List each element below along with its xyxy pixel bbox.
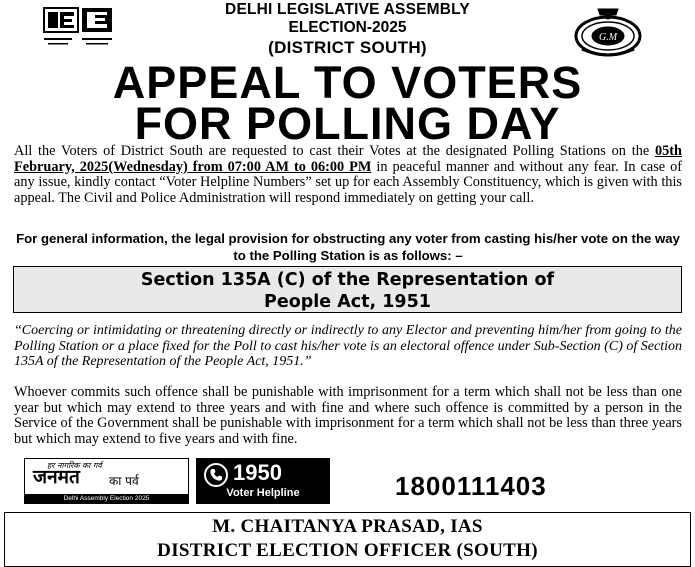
janmat-tagline: हर नागरिक का गर्व	[47, 461, 102, 470]
legal-quote: “Coercing or intimidating or threatening directly or indirectly to any Elector and preventing him/her from going to the Polling Station or a place fixed for the Poll to cast his/her vote is an electoral offence under Sub-Section (C) of Section 135A of the Representation of the People Act, 1951.”	[14, 323, 682, 370]
appeal-text-end: in peaceful manner and without any fear. In case of any issue, kindly contact “Voter Helpline Numbers” set up for each Assembly Constituency, which is given with this appeal. The Civil and Police Administration will respond immediately on getting your call.	[14, 158, 682, 206]
section-heading-box	[13, 266, 682, 313]
svg-text:G.M: G.M	[598, 32, 618, 43]
header-line-assembly: DELHI LEGISLATIVE ASSEMBLY	[225, 1, 470, 18]
janmat-word: जनमत	[33, 466, 80, 488]
polling-date-time: 05th February, 2025(Wednesday) from 07:00 AM to 06:00 PM	[14, 143, 682, 175]
police-seal-icon	[572, 5, 644, 57]
appeal-text-start: All the Voters of District South are requested to cast their Votes at the designated Polling Stations on the	[14, 143, 655, 159]
general-information-text: For general information, the legal provision for obstructing any voter from casting his/her vote on the way to the Polling Station is as follows: –	[16, 231, 680, 263]
signatory-name: M. CHAITANYA PRASAD, IAS	[212, 516, 483, 537]
janmat-footer: Delhi Assembly Election 2025	[25, 494, 188, 503]
header-line-district: (DISTRICT SOUTH)	[268, 38, 427, 57]
janmat-ka-parv-logo	[24, 458, 189, 504]
janmat-word-parv: का पर्व	[109, 474, 139, 488]
signatory-box	[4, 512, 691, 567]
election-commission-logo	[38, 6, 118, 48]
phone-icon	[204, 463, 228, 487]
voter-helpline-logo	[196, 458, 330, 504]
section-heading-line2: People Act, 1951	[264, 292, 431, 312]
main-title-line1: APPEAL TO VOTERS	[112, 57, 583, 108]
helpline-number-1950: 1950	[233, 460, 282, 485]
header-line-election: ELECTION-2025	[288, 19, 407, 36]
penalty-paragraph: Whoever commits such offence shall be punishable with imprisonment for a term which shall not be less than one year but which may extend to three years and with fine and where such offence is committed by a person in the Service of the Government shall be punishable with imprisonment for a term which shall not be less than three years but which may extend to five years and with fine.	[14, 384, 682, 447]
main-title-line2: FOR POLLING DAY	[134, 98, 561, 149]
signatory-designation: DISTRICT ELECTION OFFICER (SOUTH)	[157, 540, 538, 561]
section-heading-line1: Section 135A (C) of the Representation of	[140, 270, 555, 290]
toll-free-number: 1800111403	[395, 471, 547, 501]
appeal-paragraph	[14, 144, 682, 206]
helpline-label: Voter Helpline	[226, 487, 300, 499]
